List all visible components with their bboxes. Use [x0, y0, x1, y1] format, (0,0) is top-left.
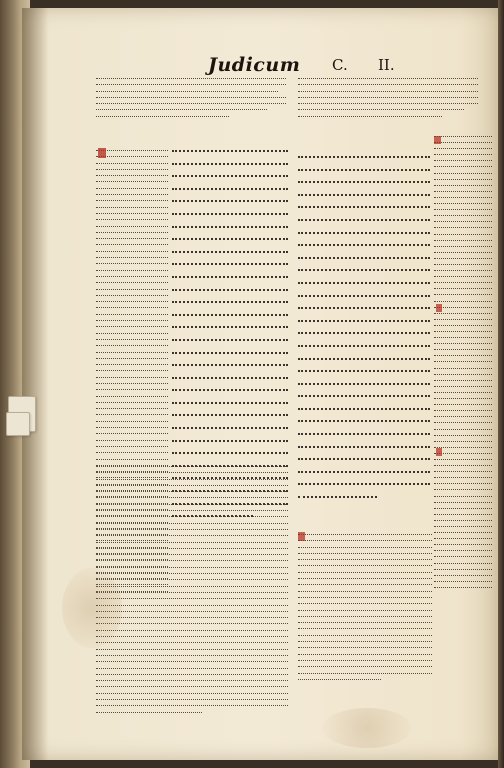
gloss-right-column — [434, 136, 492, 593]
folio-number: II. — [378, 56, 395, 74]
rubricated-mark-bottom — [298, 532, 305, 541]
book-page — [22, 8, 500, 760]
page-header — [208, 54, 438, 80]
running-title: Judicum — [208, 54, 301, 76]
paper-stain — [322, 708, 412, 748]
gloss-top-right — [298, 78, 478, 122]
page-tab — [6, 412, 30, 436]
rubricated-mark-right-2 — [436, 304, 442, 312]
gloss-top-left — [96, 78, 286, 122]
main-text-right-column — [298, 156, 430, 509]
rubricated-mark-right-3 — [436, 448, 442, 456]
paper-stain — [62, 568, 122, 648]
gloss-bottom-right — [298, 534, 432, 685]
gloss-bottom-left — [96, 466, 288, 718]
folio-letter: C. — [332, 56, 348, 74]
rubricated-mark-right-1 — [434, 136, 441, 144]
gutter-shadow — [22, 8, 48, 760]
rubricated-initial-left — [98, 148, 106, 158]
page-edge — [498, 0, 504, 768]
